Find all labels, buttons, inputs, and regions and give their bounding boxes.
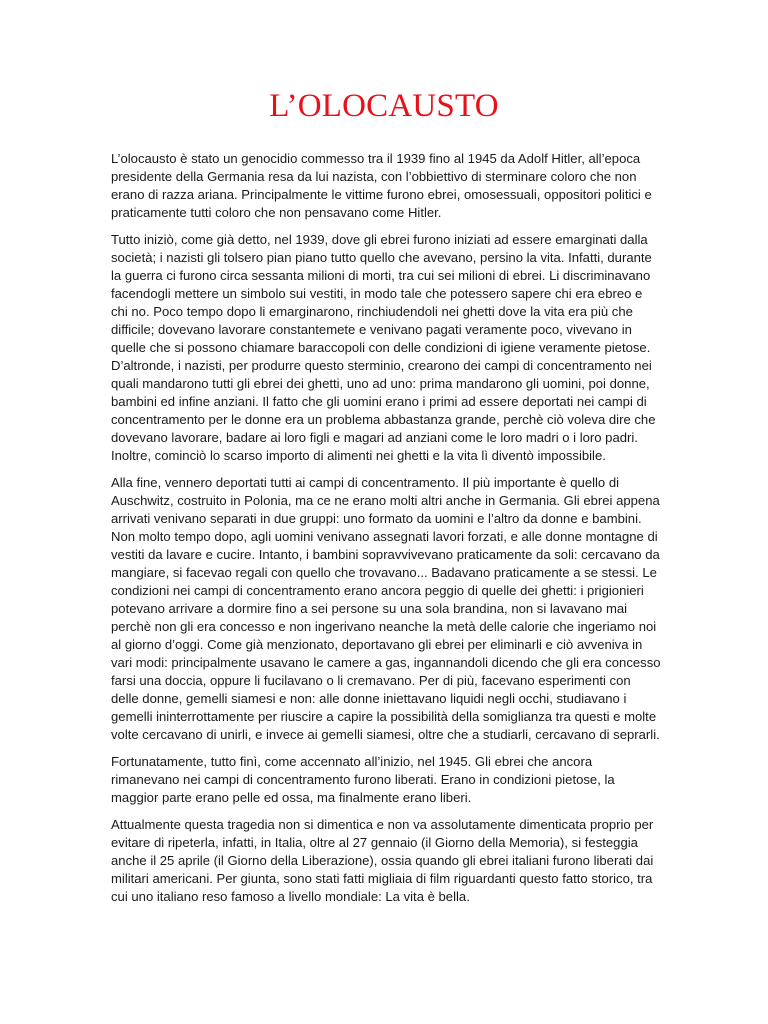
paragraph-memory: Attualmente questa tragedia non si dimentica e non va assolutamente dimenticata proprio per evitare di ripeterla, infatti, in Italia, oltre al 27 gennaio (il Giorno della Memoria), si festeggia anche il 25 aprile (il Giorno della Liberazione), ossia quando gli ebrei italiani furono liberati dai militari americani. Per giunta, sono stati fatti migliaia di film riguardanti questo fatto storico, tra cui uno italiano reso famoso a livello mondiale: La vita è bella.: [111, 817, 654, 904]
body-text: [111, 150, 661, 915]
page-title: L’OLOCAUSTO: [269, 88, 499, 124]
paragraph-beginning: Tutto iniziò, come già detto, nel 1939, dove gli ebrei furono iniziati ad essere emarginati dalla società; i nazisti gli tolsero pian piano tutto quello che avevano, persino la vita. Infatti, durante la guerra ci furono circa sessanta milioni di morti, tra cui sei milioni di ebrei. Li discriminavano facendogli mettere un simbolo sui vestiti, in modo tale che potessero sapere chi era ebreo e chi no. Poco tempo dopo li emarginarono, rinchiudendoli nei ghetti dove la vita era più che difficile; dovevano lavorare constantemete e venivano pagati veramente poco, vivevano in quelle che si possono chiamare baraccopoli con delle condizioni di igiene veramente pietose. D’altronde, i nazisti, per produrre questo sterminio, crearono dei campi di concentramento nei quali mandarono tutti gli ebrei dei ghetti, uno ad uno: prima mandarono gli uomini, poi donne, bambini ed infine anziani. Il fatto che gli uomini erano i primi ad essere deportati nei campi di concentramento per le donne era un problema abbastanza grande, perchè ciò voleva dire che dovevano lavorare, badare ai loro figli e magari ad anziani come le loro madri o i loro padri. Inoltre, cominciò lo scarso importo di alimenti nei ghetti e la vita lì diventò impossibile.: [111, 232, 656, 463]
paragraph-liberation: Fortunatamente, tutto finì, come accennato all’inizio, nel 1945. Gli ebrei che ancora rimanevano nei campi di concentramento furono liberati. Erano in condizioni pietose, la maggior parte erano pelle ed ossa, ma finalmente erano liberi.: [111, 754, 615, 805]
paragraph-intro: L’olocausto è stato un genocidio commesso tra il 1939 fino al 1945 da Adolf Hitler, all’epoca presidente della Germania resa da lui nazista, con l’obbiettivo di sterminare coloro che non erano di razza ariana. Principalmente le vittime furono ebrei, omosessuali, oppositori politici e praticamente tutti coloro che non pensavano come Hitler.: [111, 151, 652, 220]
paragraph-camps: Alla fine, vennero deportati tutti ai campi di concentramento. Il più importante è quello di Auschwitz, costruito in Polonia, ma ce ne erano molti altri anche in Germania. Gli ebrei appena arrivati venivano separati in due gruppi: uno formato da uomini e l’altro da donne e bambini. Non molto tempo dopo, agli uomini venivano assegnati lavori forzati, e alle donne montagne di vestiti da lavare e cucire. Intanto, i bambini sopravvivevano praticamente da soli: cercavano da mangiare, si facevao regali con quello che trovavano... Badavano praticamente a se stessi. Le condizioni nei campi di concentramento erano ancora peggio di quelle dei ghetti: i prigionieri potevano arrivare a dormire fino a sei persone su una sola brandina, non si lavavano mai perchè non gli era concesso e non ingerivano neanche la metà delle calorie che ingeriamo noi al giorno d’oggi. Come già menzionato, deportavano gli ebrei per eliminarli e ciò avveniva in vari modi: principalmente usavano le camere a gas, ingannandoli dicendo che gli era concesso farsi una doccia, oppure li fucilavano o li cremavano. Per di più, facevano esperimenti con delle donne, gemelli siamesi e non: alle donne iniettavano liquidi negli occhi, studiavano i gemelli ininterrottamente per riuscire a capire la possibilità della somiglianza tra questi e molte volte cercavano di unirli, e invece ai gemelli siamesi, oltre che a studiarli, cercavano di seprarli.: [111, 475, 661, 742]
